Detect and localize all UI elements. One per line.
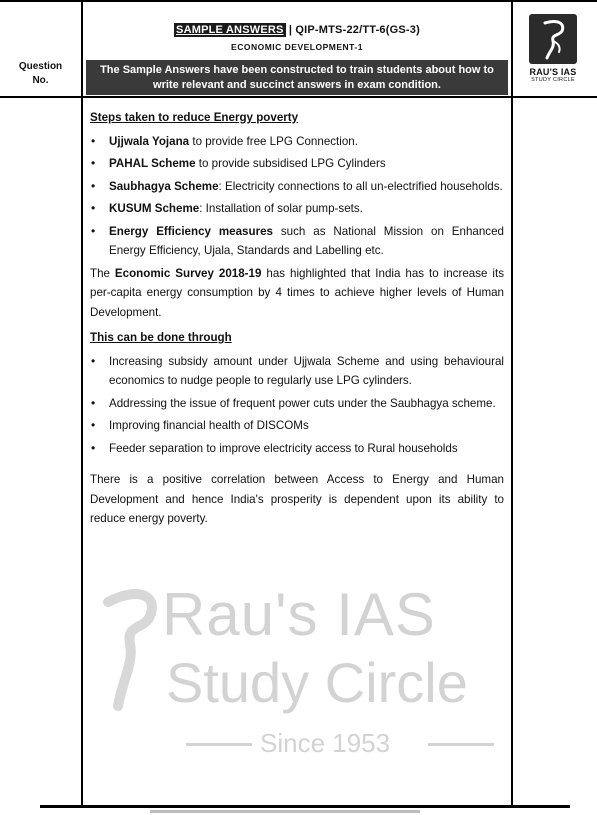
footer-rule-grey (150, 810, 420, 813)
logo-emblem-icon (529, 14, 577, 64)
list-item: • Saubhagya Scheme: Electricity connections to all un-electrified households. (90, 177, 504, 197)
instruction-banner: The Sample Answers have been constructed to train students about how to write relevant and succinct answers in exam condition. (86, 60, 508, 95)
answer-body (90, 108, 504, 529)
list-item: • KUSUM Scheme: Installation of solar pump-sets. (90, 199, 504, 219)
watermark-dash-right (428, 743, 494, 746)
watermark-dash-left (186, 743, 252, 746)
raus-ias-logo (515, 14, 591, 83)
section1-heading: Steps taken to reduce Energy poverty (90, 111, 299, 124)
list-item: • Feeder separation to improve electricity access to Rural households (90, 439, 504, 459)
economic-survey-paragraph: The Economic Survey 2018-19 has highlighted that India has to increase its per-capita energy consumption by 4 times to achieve higher levels of Human Development. (90, 266, 504, 319)
top-border (0, 0, 597, 2)
watermark (100, 580, 510, 760)
list-item: • Energy Efficiency measures such as National Mission on Enhanced Energy Efficiency, Ujala, Standards and Labelling etc. (90, 222, 504, 261)
document-title (83, 24, 511, 36)
logo-tagline: STUDY CIRCLE (531, 77, 575, 83)
conclusion-paragraph: There is a positive correlation between Access to Energy and Human Development and hence India's prosperity is dependent upon its ability to reduce energy poverty. (90, 473, 504, 525)
left-column-divider (81, 0, 83, 808)
list-item: • Addressing the issue of frequent power cuts under the Saubhagya scheme. (90, 394, 504, 414)
section2-heading: This can be done through (90, 331, 232, 344)
subject-title: ECONOMIC DEVELOPMENT-1 (231, 42, 363, 52)
footer-rule (40, 805, 570, 808)
question-label: Question (18, 61, 63, 72)
logo-name: RAU'S IAS (529, 67, 577, 77)
right-column-divider (511, 0, 513, 808)
sample-answers-label: SAMPLE ANSWERS (176, 24, 284, 36)
watermark-line3: Since 1953 (260, 728, 391, 758)
list-item: • Improving financial health of DISCOMs (90, 416, 504, 436)
watermark-line1: Rau's IAS (162, 581, 436, 648)
question-number-header (0, 60, 81, 88)
document-code: | QIP-MTS-22/TT-6(GS-3) (288, 24, 420, 36)
header-divider (0, 96, 597, 98)
list-item: • Ujjwala Yojana to provide free LPG Connection. (90, 132, 504, 152)
watermark-emblem-icon (100, 582, 160, 712)
question-no-label: No. (32, 75, 49, 86)
section1-list (90, 132, 504, 261)
list-item: • Increasing subsidy amount under Ujjwala Scheme and using behavioural economics to nudge people to regularly use LPG cylinders. (90, 352, 504, 391)
watermark-line2: Study Circle (166, 651, 468, 714)
section2-list (90, 352, 504, 459)
list-item: • PAHAL Scheme to provide subsidised LPG Cylinders (90, 154, 504, 174)
